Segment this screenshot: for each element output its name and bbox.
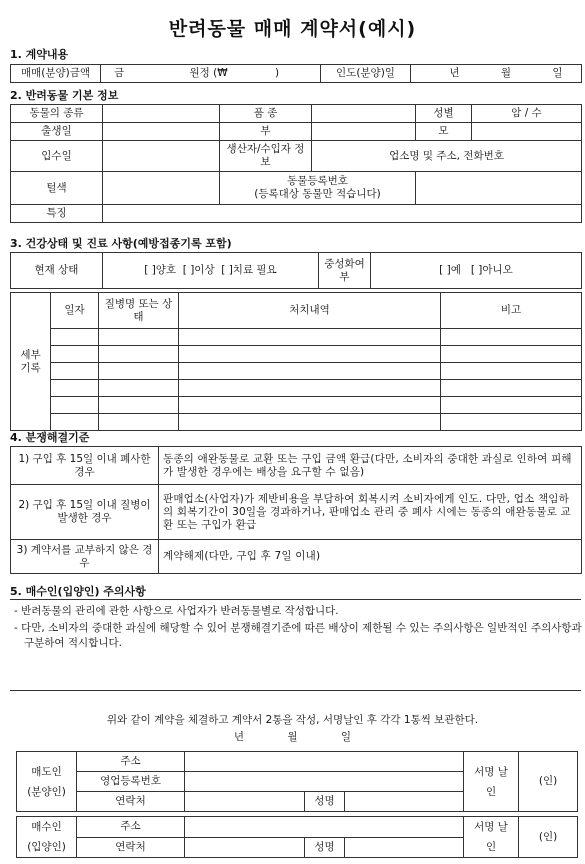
animal-info-table <box>10 104 582 223</box>
seller-seal[interactable]: (인) <box>519 752 578 812</box>
buyer-sign-label: 서명 날인 <box>464 817 519 858</box>
agreement-date[interactable] <box>0 729 585 744</box>
reg-no-title: 동물등록번호 <box>287 175 348 187</box>
record-cell[interactable] <box>99 329 179 346</box>
col-note: 비고 <box>441 293 582 329</box>
reg-no-note: (등록대상 동물만 적습니다) <box>254 188 381 200</box>
delivery-date-field[interactable] <box>411 65 582 83</box>
buyer-address-field[interactable] <box>185 817 464 838</box>
import-date-label: 입수일 <box>11 141 103 172</box>
section-2-heading: 2. 반려동물 기본 정보 <box>10 89 119 102</box>
section-4-heading: 4. 분쟁해결기준 <box>10 431 90 444</box>
agreement-statement: 위와 같이 계약을 체결하고 계약서 2통을 작성, 서명날인 후 각각 1통씩 보관한다. <box>106 714 479 726</box>
features-label: 특징 <box>11 205 103 223</box>
section-1-heading: 1. 계약내용 <box>10 48 69 61</box>
seller-name-label: 성명 <box>305 792 345 812</box>
father-label: 부 <box>220 123 312 141</box>
birth-field[interactable] <box>103 123 220 141</box>
dispute-rule-3: 계약해제(다만, 구입 후 7일 이내) <box>159 540 582 574</box>
record-cell[interactable] <box>99 363 179 380</box>
record-cell[interactable] <box>441 346 582 363</box>
buyer-contact-field[interactable] <box>185 837 305 858</box>
record-cell[interactable] <box>51 329 99 346</box>
section-5-divider-bottom <box>10 690 581 691</box>
buyer-seal[interactable]: (인) <box>519 817 578 858</box>
health-status-table <box>10 252 582 289</box>
father-field[interactable] <box>312 123 416 141</box>
reg-no-field[interactable] <box>416 172 582 205</box>
breed-field[interactable] <box>312 105 416 123</box>
record-cell[interactable] <box>179 380 441 397</box>
price-close: ) <box>274 67 280 79</box>
current-status-options[interactable]: [ ]양호 [ ]이상 [ ]치료 필요 <box>103 253 319 289</box>
record-cell[interactable] <box>51 380 99 397</box>
record-cell[interactable] <box>99 414 179 431</box>
delivery-day: 일 <box>552 67 563 79</box>
record-cell[interactable] <box>441 363 582 380</box>
dispute-table <box>10 446 582 574</box>
sex-label: 성별 <box>416 105 472 123</box>
sex-field[interactable]: 암 / 수 <box>472 105 582 123</box>
price-label: 매매(분양)금액 <box>11 65 101 83</box>
record-cell[interactable] <box>99 346 179 363</box>
species-label: 동물의 종류 <box>11 105 103 123</box>
section-5-divider-top <box>10 599 581 600</box>
record-cell[interactable] <box>179 414 441 431</box>
seller-biz-no-label: 영업등록번호 <box>77 772 185 792</box>
col-date: 일자 <box>51 293 99 329</box>
price-text: 원정 (₩ <box>189 67 228 79</box>
agreement-day: 일 <box>340 731 352 743</box>
record-cell[interactable] <box>441 397 582 414</box>
dispute-case-2: 2) 구입 후 15일 이내 질병이 발생한 경우 <box>11 485 159 540</box>
seller-name-field[interactable] <box>345 792 464 812</box>
col-treatment: 처치내역 <box>179 293 441 329</box>
agreement-month: 월 <box>287 731 298 743</box>
breed-label: 품 종 <box>220 105 312 123</box>
record-cell[interactable] <box>441 380 582 397</box>
seller-address-label: 주소 <box>77 752 185 772</box>
record-cell[interactable] <box>179 346 441 363</box>
record-cell[interactable] <box>99 380 179 397</box>
seller-address-field[interactable] <box>185 752 464 772</box>
record-cell[interactable] <box>441 329 582 346</box>
neuter-label: 중성화여부 <box>319 253 371 289</box>
signature-table <box>16 751 578 858</box>
delivery-year: 년 <box>449 67 460 79</box>
agreement-year: 년 <box>233 731 245 743</box>
dispute-case-1: 1) 구입 후 15일 이내 폐사한 경우 <box>11 447 159 485</box>
buyer-name-field[interactable] <box>345 837 464 858</box>
dispute-rule-2: 판매업소(사업자)가 제반비용을 부담하여 회복시켜 소비자에게 인도. 다만, 업소 책임하의 회복기간이 30일을 경과하거나, 판매업소 관리 중 폐사 시에는 동종의 애완동물로 교환 또는 구입가 환급 <box>159 485 582 540</box>
import-date-field[interactable] <box>103 141 220 172</box>
contract-table <box>10 64 582 83</box>
seller-sign-label: 서명 날인 <box>464 752 519 812</box>
col-disease: 질병명 또는 상태 <box>99 293 179 329</box>
color-label: 털색 <box>11 172 103 205</box>
birth-label: 출생일 <box>11 123 103 141</box>
price-prefix: 금 <box>114 67 125 79</box>
delivery-label: 인도(분양)일 <box>321 65 411 83</box>
buyer-contact-label: 연락처 <box>77 837 185 858</box>
seller-contact-field[interactable] <box>185 792 305 812</box>
record-cell[interactable] <box>441 414 582 431</box>
dispute-case-3: 3) 계약서를 교부하지 않은 경우 <box>11 540 159 574</box>
mother-label: 모 <box>416 123 472 141</box>
detail-record-side-label: 세부 기록 <box>11 293 51 431</box>
record-cell[interactable] <box>179 363 441 380</box>
record-cell[interactable] <box>51 397 99 414</box>
color-field[interactable] <box>103 172 220 205</box>
document-title: 반려동물 매매 계약서(예시) <box>168 18 417 40</box>
record-cell[interactable] <box>51 346 99 363</box>
buyer-address-label: 주소 <box>77 817 185 838</box>
record-cell[interactable] <box>51 363 99 380</box>
buyer-name-label: 성명 <box>305 837 345 858</box>
neuter-options[interactable]: [ ]예 [ ]아니오 <box>371 253 582 289</box>
features-field[interactable] <box>103 205 582 223</box>
reg-no-label <box>220 172 416 205</box>
buyer-label: 매수인 (입양인) <box>17 817 77 858</box>
producer-label: 생산자/수입자 정보 <box>220 141 312 172</box>
species-field[interactable] <box>103 105 220 123</box>
price-field[interactable] <box>101 65 321 83</box>
current-status-label: 현재 상태 <box>11 253 103 289</box>
delivery-month: 월 <box>500 67 512 79</box>
section-3-heading: 3. 건강상태 및 진료 사항(예방접종기록 포함) <box>10 237 232 250</box>
record-cell[interactable] <box>51 414 99 431</box>
seller-label: 매도인 (분양인) <box>17 752 77 812</box>
mother-field[interactable] <box>472 123 582 141</box>
health-record-table <box>10 292 582 431</box>
dispute-rule-1: 동종의 애완동물로 교환 또는 구입 금액 환급(다만, 소비자의 중대한 과실로 인하여 피해가 발생한 경우에는 배상을 요구할 수 없음) <box>159 447 582 485</box>
record-cell[interactable] <box>179 397 441 414</box>
producer-field[interactable]: 업소명 및 주소, 전화번호 <box>312 141 582 172</box>
caution-1: - 반려동물의 관리에 관한 사항으로 사업자가 반려동물별로 작성합니다. <box>14 605 339 617</box>
section-5-heading: 5. 매수인(입양인) 주의사항 <box>10 585 146 598</box>
seller-contact-label: 연락처 <box>77 792 185 812</box>
caution-2: - 다만, 소비자의 중대한 과실에 해당할 수 있어 분쟁해결기준에 따른 배상이 제한될 수 있는 주의사항은 일반적인 주의사항과 구분하여 적시합니다. <box>14 622 582 649</box>
record-cell[interactable] <box>179 329 441 346</box>
record-cell[interactable] <box>99 397 179 414</box>
seller-biz-no-field[interactable] <box>185 772 464 792</box>
